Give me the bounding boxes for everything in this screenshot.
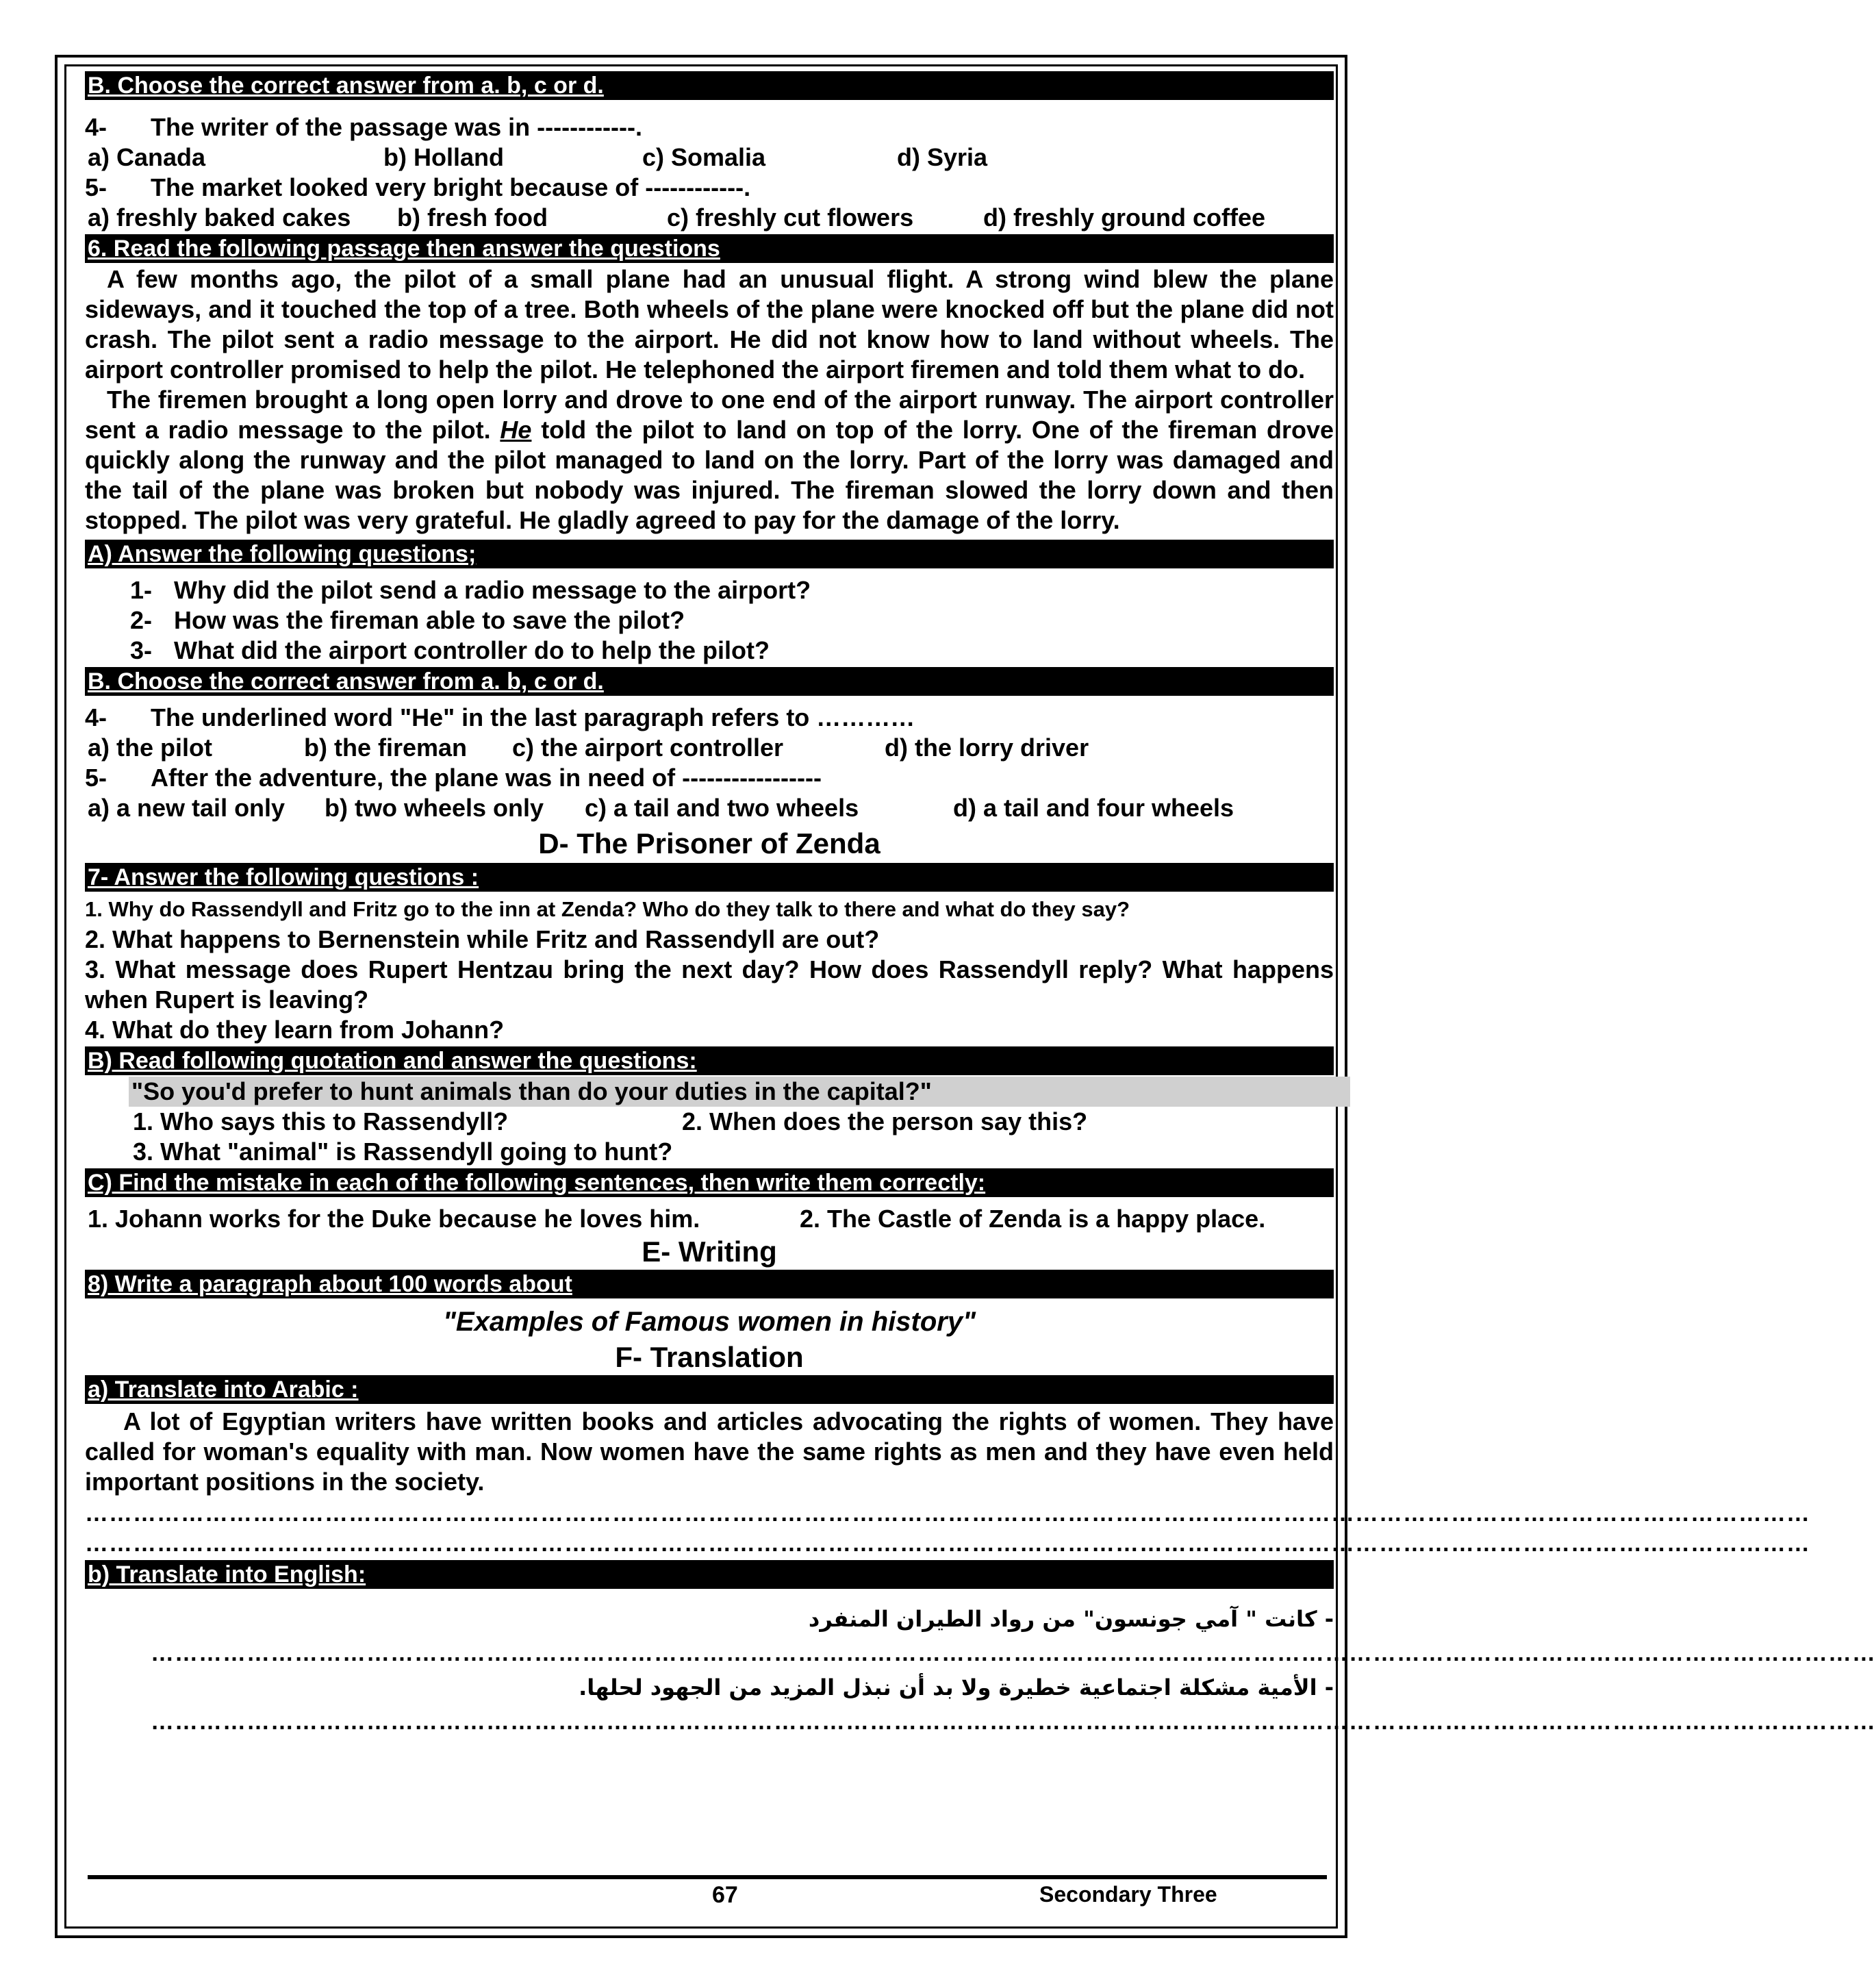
quotation-question-3: 3. What "animal" is Rassendyll going to hunt?: [133, 1138, 673, 1166]
item-number: 3-: [130, 636, 153, 664]
mistake-sentence-1: 1. Johann works for the Duke because he loves him.: [88, 1205, 700, 1233]
list-item: [85, 575, 1334, 605]
arabic-sentence-2: - الأمية مشكلة اجتماعية خطيرة ولا بد أن نبذل المزيد من الجهود لحلها.: [579, 1674, 1334, 1700]
option-b: b) Holland: [383, 143, 504, 171]
section-header-writing: 8) Write a paragraph about 100 words about: [85, 1270, 1334, 1298]
question-text: The market looked very bright because of ------------.: [151, 173, 751, 201]
section-header-choose-1: B. Choose the correct answer from a. b, c or d.: [85, 71, 1334, 100]
quotation-question-2: 2. When does the person say this?: [682, 1107, 1088, 1135]
option-d: d) freshly ground coffee: [983, 203, 1266, 231]
option-d: d) a tail and four wheels: [953, 794, 1234, 822]
answer-line[interactable]: ………………………………………………………………………………………………………………………………………………………………………………………………: [85, 1531, 1810, 1557]
worksheet-content: [85, 68, 1876, 1737]
question-4-options: [85, 733, 1334, 763]
question-5: [85, 763, 1334, 793]
zenda-question-2: 2. What happens to Bernenstein while Fritz and Rassendyll are out?: [85, 925, 880, 953]
item-text: What did the airport controller do to help the pilot?: [174, 636, 770, 664]
zenda-question-1: 1. Why do Rassendyll and Fritz go to the inn at Zenda? Who do they talk to there and what do they say?: [85, 897, 1130, 921]
question-5-options: [85, 793, 1334, 823]
option-a: a) the pilot: [88, 733, 212, 762]
section-header-translate-english: b) Translate into English:: [85, 1560, 1334, 1589]
list-item: [85, 605, 1334, 636]
question-4: [85, 703, 1334, 733]
question-5: [85, 173, 1334, 203]
question-number: 5-: [85, 764, 107, 792]
passage-text: told the pilot to land on top of the lorry. One of the fireman drove quickly along the runway and the pilot managed to land on the lorry. Part of the lorry was damaged and the tail of the plane was broken but nobody was injured. The fireman slowed the lorry down and then stopped. The pilot was very grateful. He gladly agreed to pay for the damage of the lorry.: [85, 416, 1334, 534]
zenda-question-3: 3. What message does Rupert Hentzau bring the next day? How does Rassendyll reply? What happens when Rupert is leaving?: [85, 955, 1334, 1014]
section-header-passage: 6. Read the following passage then answer the questions: [85, 234, 1334, 263]
section-header-mistakes: C) Find the mistake in each of the following sentences, then write them correctly:: [85, 1168, 1334, 1197]
footer-label: Secondary Three: [1039, 1882, 1217, 1907]
question-4-options: [85, 142, 1334, 173]
passage-paragraph-1: A few months ago, the pilot of a small plane had an unusual flight. A strong wind blew the plane sideways, and it touched the top of a tree. Both wheels of the plane were knocked off but the plane did not crash. The pilot sent a radio message to the airport. He did not know how to land without wheels. The airport controller promised to help the pilot. He telephoned the airport firemen and told them what to do.: [85, 265, 1334, 384]
list-item: [85, 636, 1334, 666]
question-text: The writer of the passage was in ------------.: [151, 113, 643, 141]
passage-text: The firemen brought a long open lorry and drove to one end of the airport runway. The airport controller sent a radio message to the pilot.: [85, 386, 1334, 444]
section-title-translation: F- Translation: [615, 1341, 804, 1373]
option-a: a) Canada: [88, 143, 206, 171]
section-header-translate-arabic: a) Translate into Arabic :: [85, 1375, 1334, 1404]
option-a: a) freshly baked cakes: [88, 203, 351, 231]
question-number: 4-: [85, 113, 107, 141]
item-text: How was the fireman able to save the pilot?: [174, 606, 685, 634]
answer-line[interactable]: ………………………………………………………………………………………………………………………………………………………………………………………………: [85, 1500, 1810, 1527]
question-5-options: [85, 203, 1334, 233]
option-c: c) the airport controller: [512, 733, 784, 762]
quotation-question-1: 1. Who says this to Rassendyll?: [133, 1107, 509, 1135]
quotation-box: "So you'd prefer to hunt animals than do your duties in the capital?": [129, 1077, 1350, 1107]
translation-english-passage: A lot of Egyptian writers have written books and articles advocating the rights of women. They have called for woman's equality with man. Now women have the same rights as men and they have even held important positions in the society.: [85, 1407, 1334, 1496]
item-text: Why did the pilot send a radio message to the airport?: [174, 576, 811, 604]
option-c: c) freshly cut flowers: [667, 203, 914, 231]
option-a: a) a new tail only: [88, 794, 286, 822]
option-d: d) Syria: [897, 143, 988, 171]
section-header-q7: 7- Answer the following questions :: [85, 863, 1334, 892]
section-header-quotation: B) Read following quotation and answer the questions:: [85, 1046, 1334, 1075]
question-number: 4-: [85, 703, 107, 731]
writing-topic: "Examples of Famous women in history": [442, 1307, 976, 1337]
underlined-word: He: [500, 416, 532, 444]
section-header-choose-2: B. Choose the correct answer from a. b, c or d.: [85, 667, 1334, 696]
question-text: After the adventure, the plane was in need of -----------------: [151, 764, 822, 792]
quotation-questions-row: [85, 1107, 1334, 1137]
option-d: d) the lorry driver: [885, 733, 1089, 762]
answer-question-list: [85, 575, 1334, 666]
section-title-writing: E- Writing: [642, 1235, 777, 1268]
answer-line[interactable]: ………………………………………………………………………………………………………………………………………………………………………………………………: [151, 1640, 1876, 1666]
question-number: 5-: [85, 173, 107, 201]
arabic-sentence-1: - كانت " آمي جونسون" من رواد الطيران المنفرد: [808, 1606, 1334, 1632]
footer-divider: [88, 1875, 1327, 1879]
mistake-sentences-row: [85, 1204, 1334, 1234]
item-number: 2-: [130, 606, 153, 634]
passage-paragraph-2: [85, 385, 1334, 536]
mistake-sentence-2: 2. The Castle of Zenda is a happy place.: [800, 1205, 1266, 1233]
option-b: b) fresh food: [397, 203, 548, 231]
question-4: [85, 112, 1334, 142]
page-number: 67: [712, 1882, 738, 1908]
answer-line[interactable]: ………………………………………………………………………………………………………………………………………………………………………………………………: [151, 1709, 1876, 1735]
option-c: c) a tail and two wheels: [585, 794, 859, 822]
option-b: b) the fireman: [304, 733, 468, 762]
option-c: c) Somalia: [642, 143, 766, 171]
question-text: The underlined word "He" in the last paragraph refers to …………: [151, 703, 915, 731]
item-number: 1-: [130, 576, 153, 604]
section-title-zenda: D- The Prisoner of Zenda: [538, 827, 880, 859]
section-header-answer: A) Answer the following questions;: [85, 540, 1334, 568]
zenda-question-4: 4. What do they learn from Johann?: [85, 1016, 505, 1044]
option-b: b) two wheels only: [325, 794, 544, 822]
